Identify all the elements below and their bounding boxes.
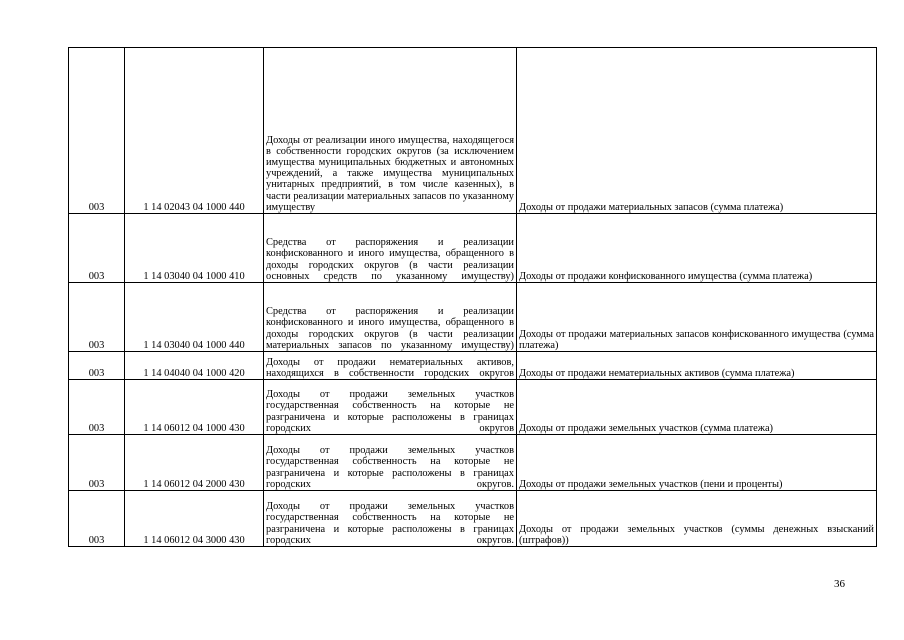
table-row: [69, 48, 877, 214]
table-row: [69, 283, 877, 352]
table-row: [69, 435, 877, 491]
revenue-description-cell: Доходы от продажи нематериальных активов (сумма платежа): [517, 352, 877, 380]
page-number: 36: [834, 578, 845, 590]
revenue-description-cell: Доходы от продажи земельных участков (пени и проценты): [517, 435, 877, 491]
revenue-name-cell: Средства от распоряжения и реализации конфискованного и иного имущества, обращенного в доходы городских округов (в части реализации материальных запасов по указанному имуществу): [264, 283, 517, 352]
admin-code-cell: 003: [69, 283, 125, 352]
revenue-name-cell: Доходы от продажи земельных участков государственная собственность на которые не разграничена и которые расположены в границах городских округов.: [264, 435, 517, 491]
revenue-description-cell: Доходы от продажи материальных запасов (сумма платежа): [517, 48, 877, 214]
budget-code-cell: 1 14 02043 04 1000 440: [125, 48, 264, 214]
budget-code-cell: 1 14 03040 04 1000 410: [125, 214, 264, 283]
revenue-codes-table: [68, 47, 877, 547]
budget-code-cell: 1 14 06012 04 3000 430: [125, 491, 264, 547]
revenue-description-cell: Доходы от продажи материальных запасов конфискованного имущества (сумма платежа): [517, 283, 877, 352]
budget-code-cell: 1 14 06012 04 2000 430: [125, 435, 264, 491]
revenue-description-cell: Доходы от продажи земельных участков (суммы денежных взысканий (штрафов)): [517, 491, 877, 547]
table-row: [69, 352, 877, 380]
revenue-name-cell: Доходы от реализации иного имущества, находящегося в собственности городских округов (за исключением имущества муниципальных бюджетных и автономных учреждений, а также имущества муниципальных унитарных предприятий, в том числе казенных), в части реализации материальных запасов по указанному имуществу: [264, 48, 517, 214]
budget-code-cell: 1 14 06012 04 1000 430: [125, 380, 264, 435]
admin-code-cell: 003: [69, 491, 125, 547]
admin-code-cell: 003: [69, 435, 125, 491]
table-row: [69, 380, 877, 435]
admin-code-cell: 003: [69, 380, 125, 435]
table-row: [69, 214, 877, 283]
budget-code-cell: 1 14 04040 04 1000 420: [125, 352, 264, 380]
admin-code-cell: 003: [69, 214, 125, 283]
table-row: [69, 491, 877, 547]
revenue-description-cell: Доходы от продажи земельных участков (сумма платежа): [517, 380, 877, 435]
revenue-name-cell: Доходы от продажи нематериальных активов, находящихся в собственности городских округов: [264, 352, 517, 380]
revenue-name-cell: Доходы от продажи земельных участков государственная собственность на которые не разграничена и которые расположены в границах городских округов: [264, 380, 517, 435]
revenue-name-cell: Средства от распоряжения и реализации конфискованного и иного имущества, обращенного в доходы городских округов (в части реализации основных средств по указанному имуществу): [264, 214, 517, 283]
admin-code-cell: 003: [69, 352, 125, 380]
revenue-description-cell: Доходы от продажи конфискованного имущества (сумма платежа): [517, 214, 877, 283]
revenue-name-cell: Доходы от продажи земельных участков государственная собственность на которые не разграничена и которые расположены в границах городских округов.: [264, 491, 517, 547]
table-body: [69, 48, 877, 547]
budget-code-cell: 1 14 03040 04 1000 440: [125, 283, 264, 352]
admin-code-cell: 003: [69, 48, 125, 214]
